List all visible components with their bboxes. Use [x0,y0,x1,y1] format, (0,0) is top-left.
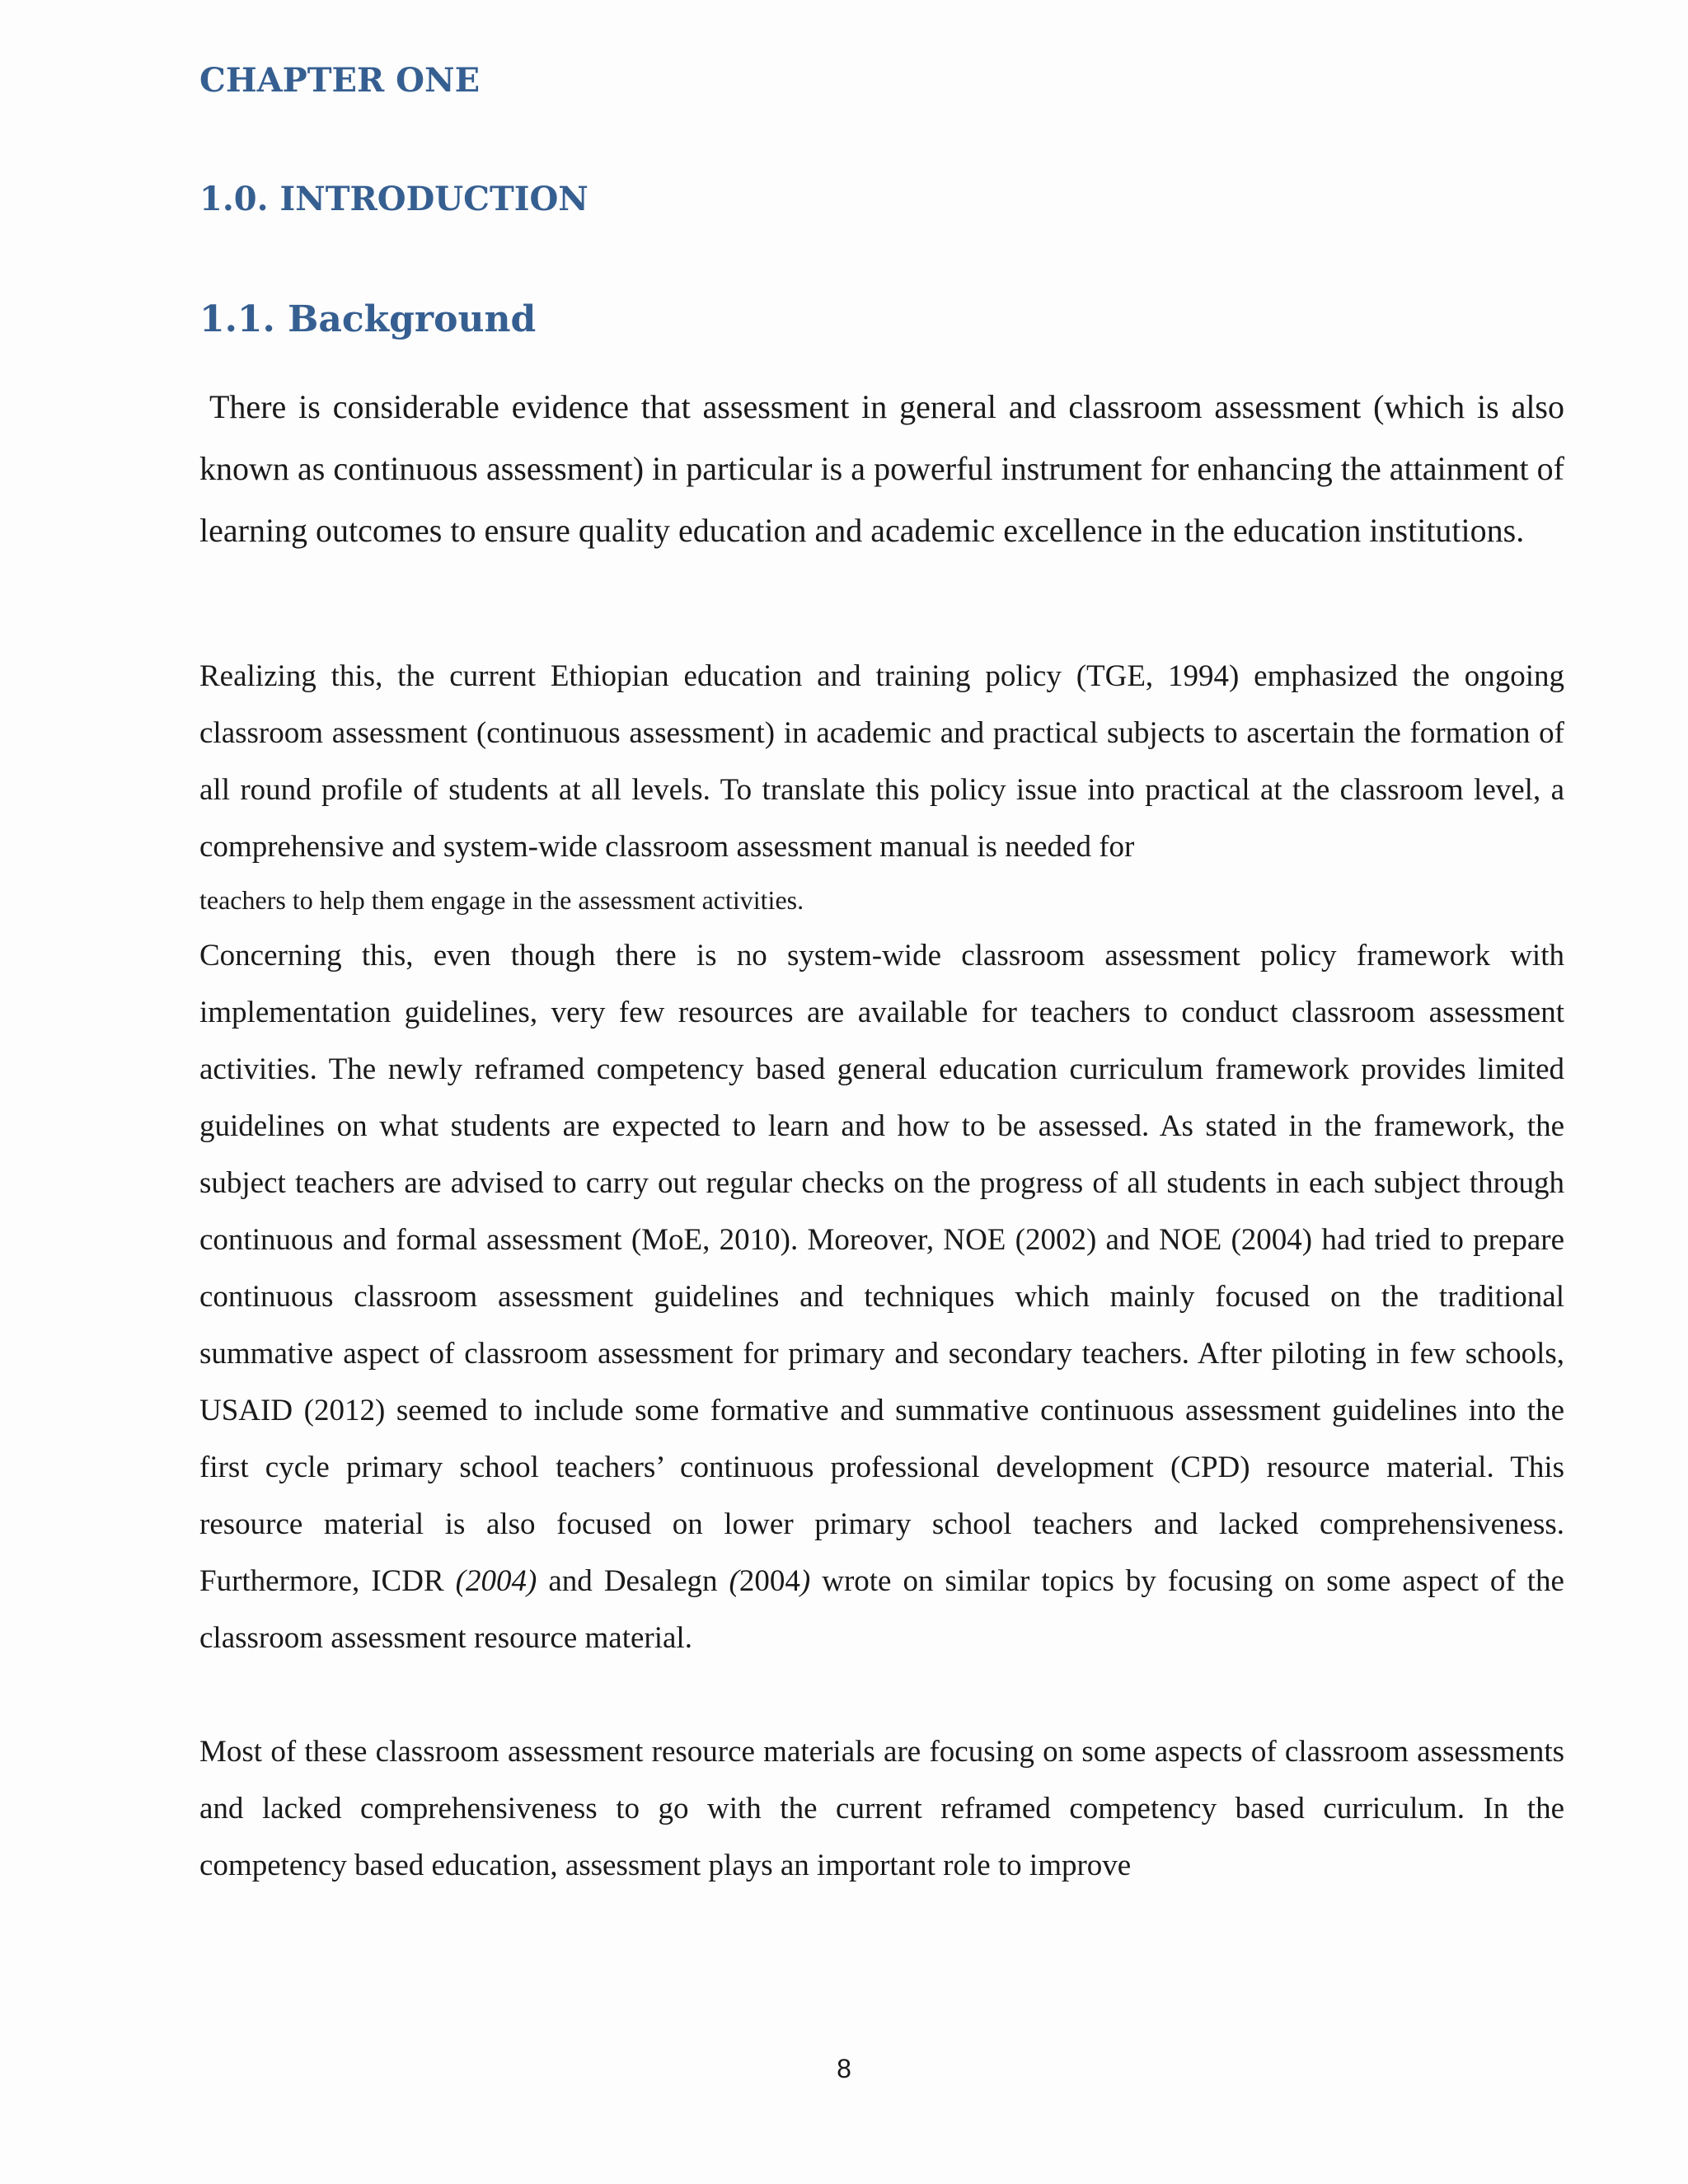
chapter-heading: CHAPTER ONE [199,61,481,100]
paragraph-2: Realizing this, the current Ethiopian education and training policy (TGE, 1994) emphasized the ongoing classroom assessment (continuous assessment) in academic and practical subjects to ascertain the formation of all round profile of students at all levels. To translate this policy issue into practical at the classroom level, a comprehensive and system-wide classroom assessment manual is needed for [199,659,1564,864]
citation-close-paren: ) [799,1564,811,1598]
paragraph-3-text-a: Concerning this, even though there is no system-wide classroom assessment policy framework with implementation guidelines, very few resources are available for teachers to conduct classroom assessment activities. The newly reframed competency based general education curriculum framework provides limited guidelines on what students are expected to learn and how to be assessed. As stated in the framework, the subject teachers are advised to carry out regular checks on the progress of all students in each subject through continuous and formal assessment (MoE, 2010). Moreover, NOE (2002) and NOE (2004) had tried to prepare continuous classroom assessment guidelines and techniques which mainly focused on the traditional summative aspect of classroom assessment for primary and secondary teachers. After piloting in few schools, USAID (2012) seemed to include some formative and summative continuous assessment guidelines into the first cycle primary school teachers’ continuous professional development (CPD) resource material. This resource material is also focused on lower primary school teachers and lacked comprehensiveness. Furthermore, ICDR [199,939,1564,1598]
paragraph-3-text-g: wrote on similar topics by focusing on some aspect of the classroom assessment resource material. [199,1564,1564,1655]
paragraph-2-tail: teachers to help them engage in the assessment activities. [199,885,804,915]
paragraph-4: Most of these classroom assessment resource materials are focusing on some aspects of classroom assessments and lacked comprehensiveness to go with the current reframed competency based curriculum. In the competency based education, assessment plays an important role to improve [199,1735,1564,1882]
introduction-heading: 1.0. INTRODUCTION [199,180,588,218]
page-number: 8 [837,2054,851,2083]
paragraph-3-text-c: and Desalegn [537,1564,729,1598]
citation-icdr-year: (2004) [455,1564,537,1598]
citation-open-paren: ( [729,1564,739,1598]
paragraph-1: There is considerable evidence that assessment in general and classroom assessment (which is also known as continuous assessment) in particular is a powerful instrument for enhancing the attainment of learning outcomes to ensure quality education and academic excellence in the education institutions. [199,388,1564,549]
paragraph-3 [199,927,1564,1666]
citation-desalegn-year: 2004 [738,1564,800,1598]
background-heading: 1.1. Background [199,298,537,340]
